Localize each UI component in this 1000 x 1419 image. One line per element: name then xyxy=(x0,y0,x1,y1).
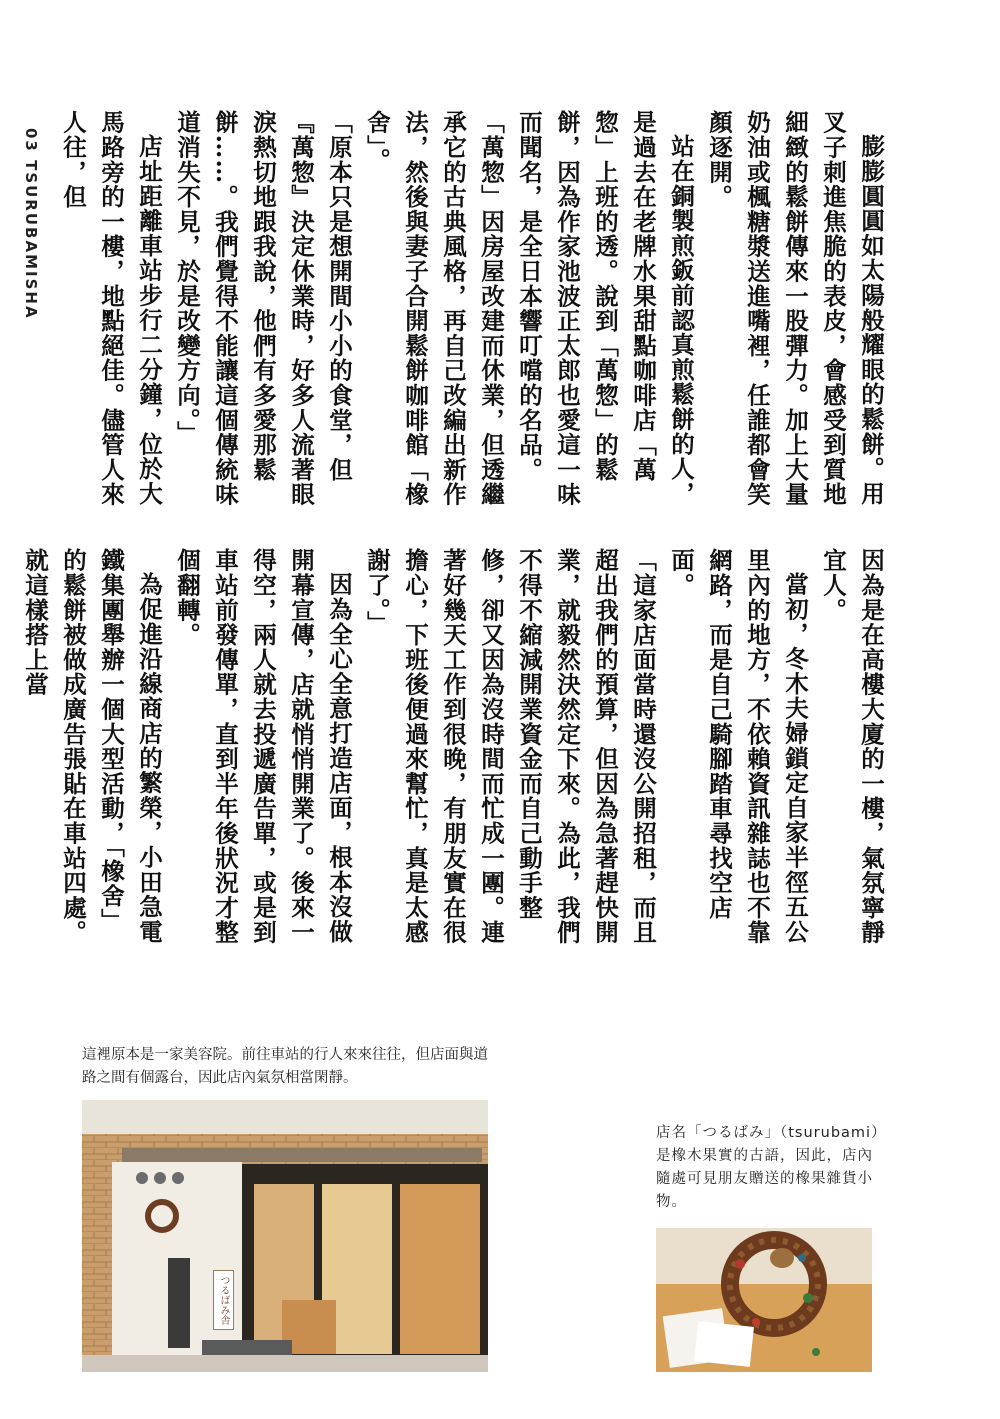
acorn-wreath-illustration xyxy=(656,1228,872,1372)
paragraph: 因為是在高樓大廈的一樓，氣氛寧靜宜人。 xyxy=(819,548,885,945)
paragraph: 站在銅製煎鈑前認真煎鬆餅的人，是過去在老牌水果甜點咖啡店「萬惣」上班的透。說到「萬惣」的鬆餅，因為作家池波正太郎也愛這一味而聞名，是全日本響叮噹的名品。 xyxy=(515,110,695,507)
paragraph: 「萬惣」因房屋改建而休業，但透繼承它的古典風格，再自己改編出新作法，然後與妻子合開鬆餅咖啡館「橡舍」。 xyxy=(363,110,505,507)
shop-sign: つるばみ舎 xyxy=(213,1270,234,1330)
shop-photo-caption: 這裡原本是一家美容院。前往車站的行人來來往往，但店面與道路之間有個露台，因此店內氣氛相當閑靜。 xyxy=(82,1047,488,1086)
paragraph: 為促進沿線商店的繁榮，小田急電鐵集團舉辦一個大型活動，「橡舍」的鬆餅被做成廣告張貼在車站四處。就這樣搭上當 xyxy=(21,548,163,945)
shop-name-caption: 店名「つるばみ」（tsurubami）是橡木果實的古語，因此，店內隨處可見朋友贈送的橡果雜貨小物。 xyxy=(656,1125,880,1210)
shop-front-illustration xyxy=(82,1100,488,1372)
paragraph: 當初，冬木夫婦鎖定自家半徑五公里內的地方，不依賴資訊雜誌也不靠網路，而是自己騎腳踏車尋找空店面。 xyxy=(667,548,809,945)
shop-front-photo xyxy=(82,1100,488,1372)
quote-paragraph: 「原本只是想開間小小的食堂，但『萬惣』決定休業時，好多人流著眼淚熱切地跟我說，他們有多愛那鬆餅……。我們覺得不能讓這個傳統味道消失不見，於是改變方向。」 xyxy=(173,110,353,507)
paragraph: 店址距離車站步行二分鐘，位於大馬路旁的一樓，地點絕佳。儘管人來人往，但 xyxy=(59,110,163,507)
acorn-wreath-photo xyxy=(656,1228,872,1372)
body-text-bottom xyxy=(16,548,890,948)
quote-paragraph: 「這家店面當時還沒公開招租，而且超出我們的預算，但因為急著趕快開業，就毅然決然定下來。為此，我們不得不縮減開業資金而自己動手整修，卻又因為沒時間而忙成一團。連著好幾天工作到很晚，有朋友實在很擔心，下班後便過來幫忙，真是太感謝了。」 xyxy=(363,548,657,945)
paragraph: 因為全心全意打造店面，根本沒做開幕宣傳，店就悄悄開業了。後來一得空，兩人就去投遞廣告單，或是到車站前發傳單，直到半年後狀況才整個翻轉。 xyxy=(173,548,353,945)
paragraph: 膨膨圓圓如太陽般耀眼的鬆餅。用叉子刺進焦脆的表皮，會感受到質地細緻的鬆餅傳來一股彈力。加上大量奶油或楓糖漿送進嘴裡，任誰都會笑顏逐開。 xyxy=(705,110,885,507)
body-text-top xyxy=(54,110,890,510)
running-head: 03 TSURUBAMISHA xyxy=(22,128,40,320)
